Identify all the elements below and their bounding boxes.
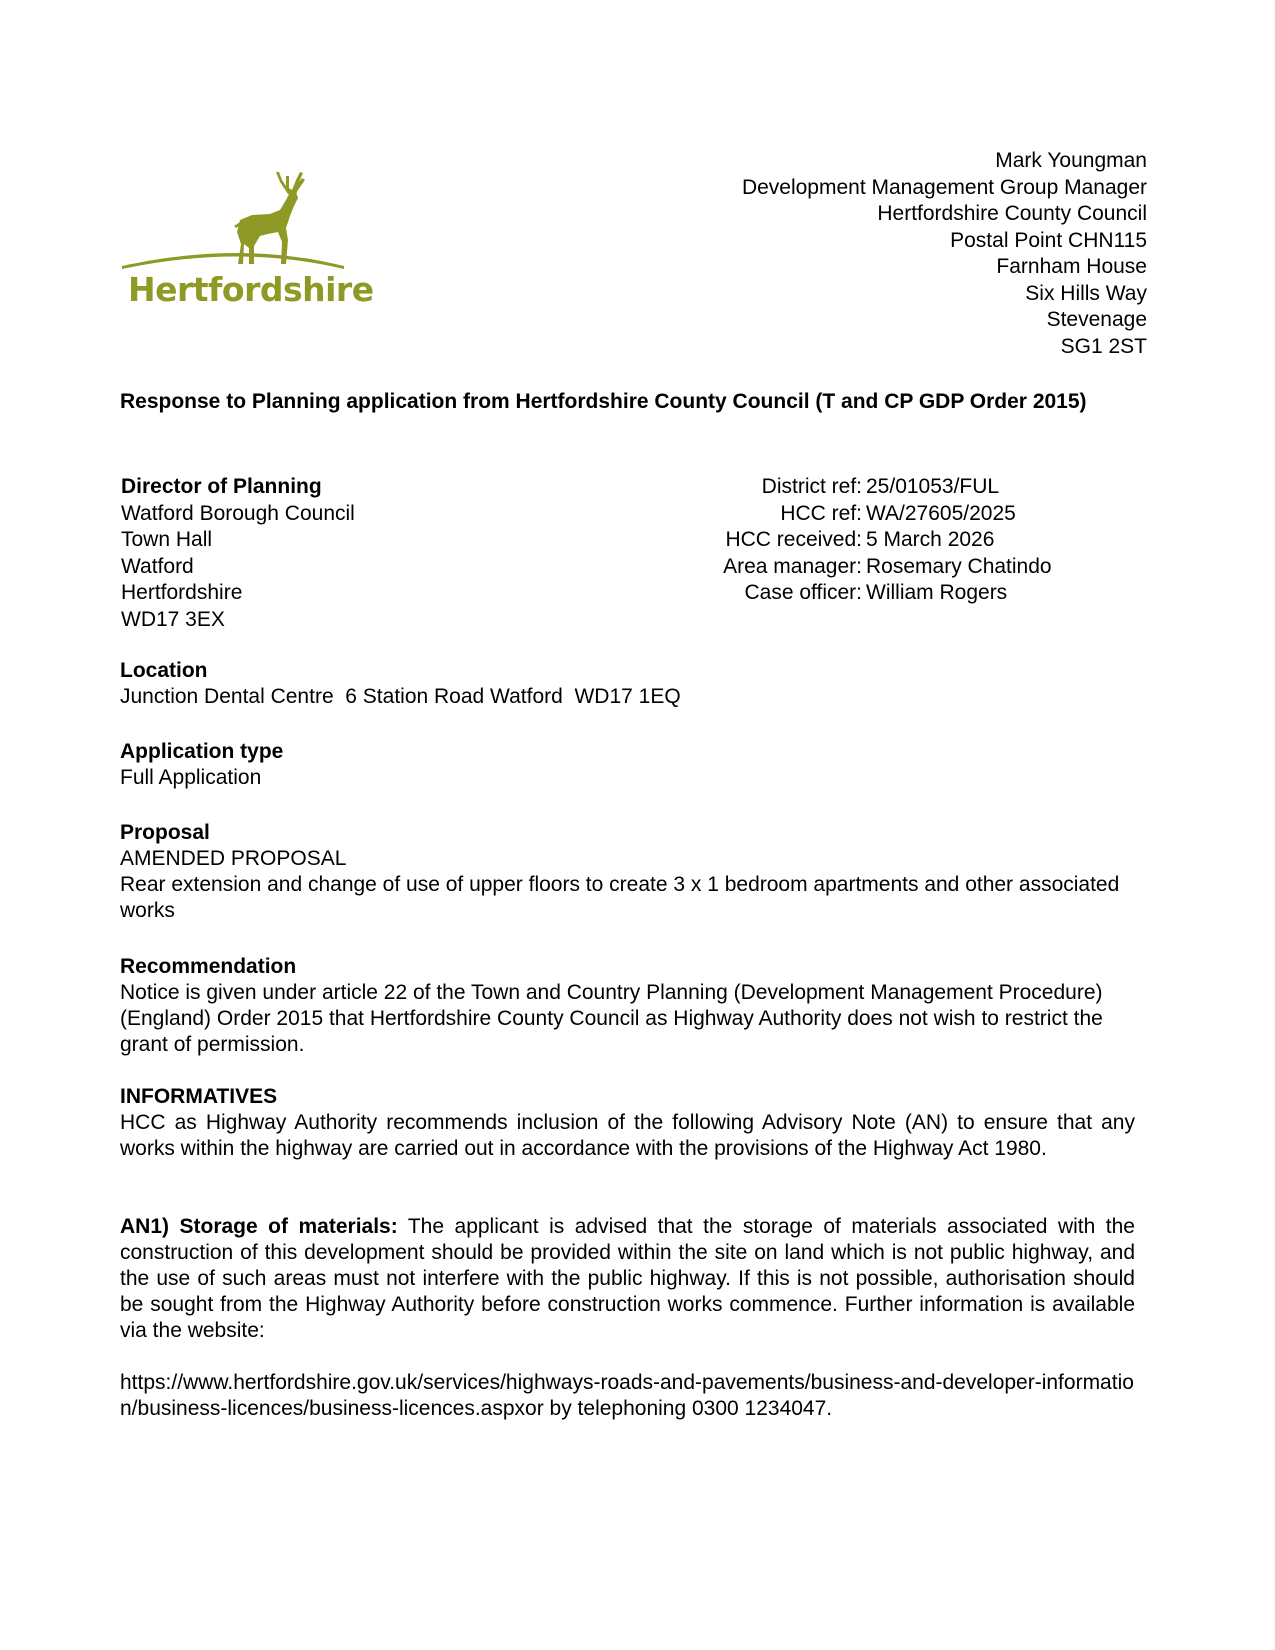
recommendation-heading: Recommendation (120, 955, 297, 978)
recipient-line: WD17 3EX (121, 607, 225, 631)
proposal-line1: AMENDED PROPOSAL (120, 847, 347, 870)
location-section (120, 658, 1150, 710)
recipient-heading: Director of Planning (121, 475, 322, 498)
proposal-heading: Proposal (120, 821, 210, 844)
ref-label: HCC ref: (780, 501, 862, 525)
licence-url-text: https://www.hertfordshire.gov.uk/services/highways-roads-and-pavements/business-and-developer-information/business-licences/business-licences.aspxor by telephoning 0300 1234047. (120, 1371, 1134, 1420)
ref-row (600, 527, 1120, 554)
location-heading: Location (120, 659, 208, 682)
recipient-line: Hertfordshire (121, 581, 243, 604)
proposal-line2: Rear extension and change of use of upper floors to create 3 x 1 bedroom apartments and other associated works (120, 873, 1120, 922)
recipient-line: Watford Borough Council (121, 501, 355, 525)
application-type-section (120, 739, 1150, 791)
application-type-heading: Application type (120, 740, 284, 763)
an1-text: The applicant is advised that the storage of materials associated with the construction of this development should be provided within the site on land which is not public highway, and the use of such areas must not interfere with the public highway. If this is not possible, authorisation should be sought from the Highway Authority before construction works commence. Further information is available via the website: (120, 1215, 1135, 1342)
ref-value: Rosemary Chatindo (866, 554, 1052, 578)
location-text: Junction Dental Centre 6 Station Road Watford WD17 1EQ (120, 685, 681, 708)
proposal-section (120, 820, 1120, 924)
informatives-heading: INFORMATIVES (120, 1085, 278, 1108)
application-type-text: Full Application (120, 766, 262, 789)
address-line: Postal Point CHN115 (950, 228, 1147, 252)
hertfordshire-logo (120, 170, 374, 315)
address-line: Development Management Group Manager (741, 175, 1147, 199)
ref-row (600, 474, 1120, 501)
ref-label: HCC received: (725, 528, 862, 551)
recipient-line: Watford (121, 554, 194, 578)
ref-label: Area manager: (723, 554, 862, 578)
recommendation-text: Notice is given under article 22 of the Town and Country Planning (Development Management Procedure) (England) Order 2015 that Hertfordshire County Council as Highway Authority does not wish to restrict the grant of permission. (120, 981, 1103, 1056)
address-line: Mark Youngman (995, 149, 1147, 172)
logo-wordmark: Hertfordshire (128, 270, 374, 309)
recommendation-section (120, 954, 1130, 1058)
an1-section (120, 1214, 1135, 1344)
ref-row (600, 554, 1120, 581)
address-line: Farnham House (996, 255, 1147, 278)
address-line: Six Hills Way (1025, 281, 1147, 305)
ref-value: 25/01053/FUL (866, 475, 1000, 498)
reference-table (600, 474, 1120, 607)
address-line: SG1 2ST (1060, 334, 1147, 358)
ref-label: District ref: (761, 475, 862, 498)
informatives-section (120, 1084, 1135, 1162)
address-line: Stevenage (1046, 308, 1147, 331)
an1-label: AN1) Storage of materials: (120, 1215, 398, 1238)
ref-label: Case officer: (744, 581, 862, 604)
sender-address (587, 148, 1147, 360)
ref-row (600, 501, 1120, 528)
address-line: Hertfordshire County Council (877, 202, 1147, 225)
document-title: Response to Planning application from Hertfordshire County Council (T and CP GDP Order 2015) (120, 390, 1087, 413)
ref-row (600, 580, 1120, 607)
ref-value: WA/27605/2025 (866, 501, 1016, 525)
recipient-line: Town Hall (121, 528, 213, 551)
recipient-address (121, 474, 541, 633)
ref-value: William Rogers (866, 581, 1008, 604)
stag-emblem-icon (120, 170, 360, 280)
informatives-text: HCC as Highway Authority recommends inclusion of the following Advisory Note (AN) to ensure that any works within the highway are carried out in accordance with the provisions of the Highway Act 1980. (120, 1111, 1135, 1160)
ref-value: 5 March 2026 (866, 528, 995, 551)
